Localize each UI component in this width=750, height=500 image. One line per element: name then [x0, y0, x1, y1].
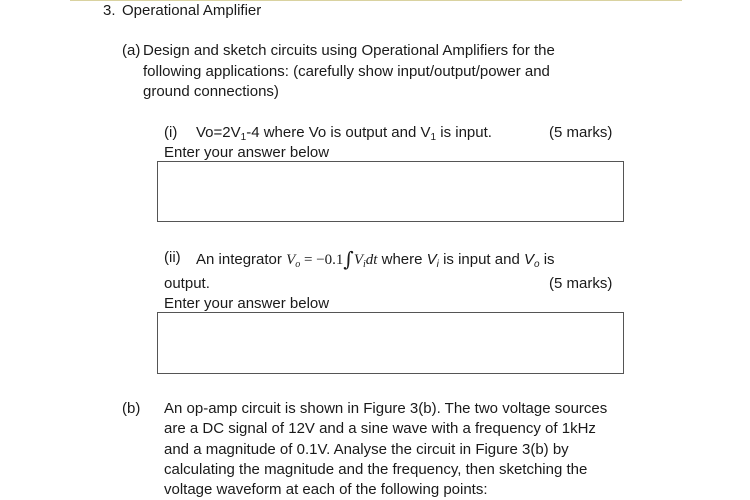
sub-i-prompt: Enter your answer below	[164, 144, 330, 161]
part-b-label: (b)	[122, 400, 141, 417]
part-b-line-2: are a DC signal of 12V and a sine wave with a frequency of 1kHz	[164, 420, 596, 437]
sub-ii-question: An integrator $V_o = -0.1\int V_idt$ where $V_i$ is input and $V_o$ is	[196, 247, 555, 271]
part-a-line-2: following applications: (carefully show input/output/power and	[143, 63, 550, 80]
part-a-label: (a)	[122, 42, 141, 59]
sub-ii-marks: (5 marks)	[549, 275, 613, 292]
sub-i-question: $Vo=2V_1-4$ where Vo is output and $V_1$ is input.	[196, 124, 492, 143]
answer-box-ii[interactable]	[157, 312, 624, 374]
part-b-line-4: calculating the magnitude and the frequency, then sketching the	[164, 461, 588, 478]
sub-i-marks: (5 marks)	[549, 124, 613, 141]
question-number: 3.	[103, 2, 116, 19]
part-b-line-3: and a magnitude of 0.1V. Analyse the circuit in Figure 3(b) by	[164, 441, 569, 458]
integrator-formula: $V_o = -0.1\int V_idt$	[286, 247, 378, 271]
question-title: Operational Amplifier	[122, 2, 262, 19]
answer-box-i[interactable]	[157, 161, 624, 222]
part-a-line-1: Design and sketch circuits using Operational Amplifiers for the	[143, 42, 555, 59]
part-b-line-5: voltage waveform at each of the following points:	[164, 481, 488, 498]
sub-ii-line-2: output.	[164, 275, 210, 292]
part-a-line-3: ground connections)	[143, 83, 279, 100]
sub-ii-label: (ii)	[164, 249, 181, 266]
part-b-line-1: An op-amp circuit is shown in Figure 3(b). The two voltage sources	[164, 400, 608, 417]
sub-i-label: (i)	[164, 124, 178, 141]
sub-ii-prompt: Enter your answer below	[164, 295, 330, 312]
